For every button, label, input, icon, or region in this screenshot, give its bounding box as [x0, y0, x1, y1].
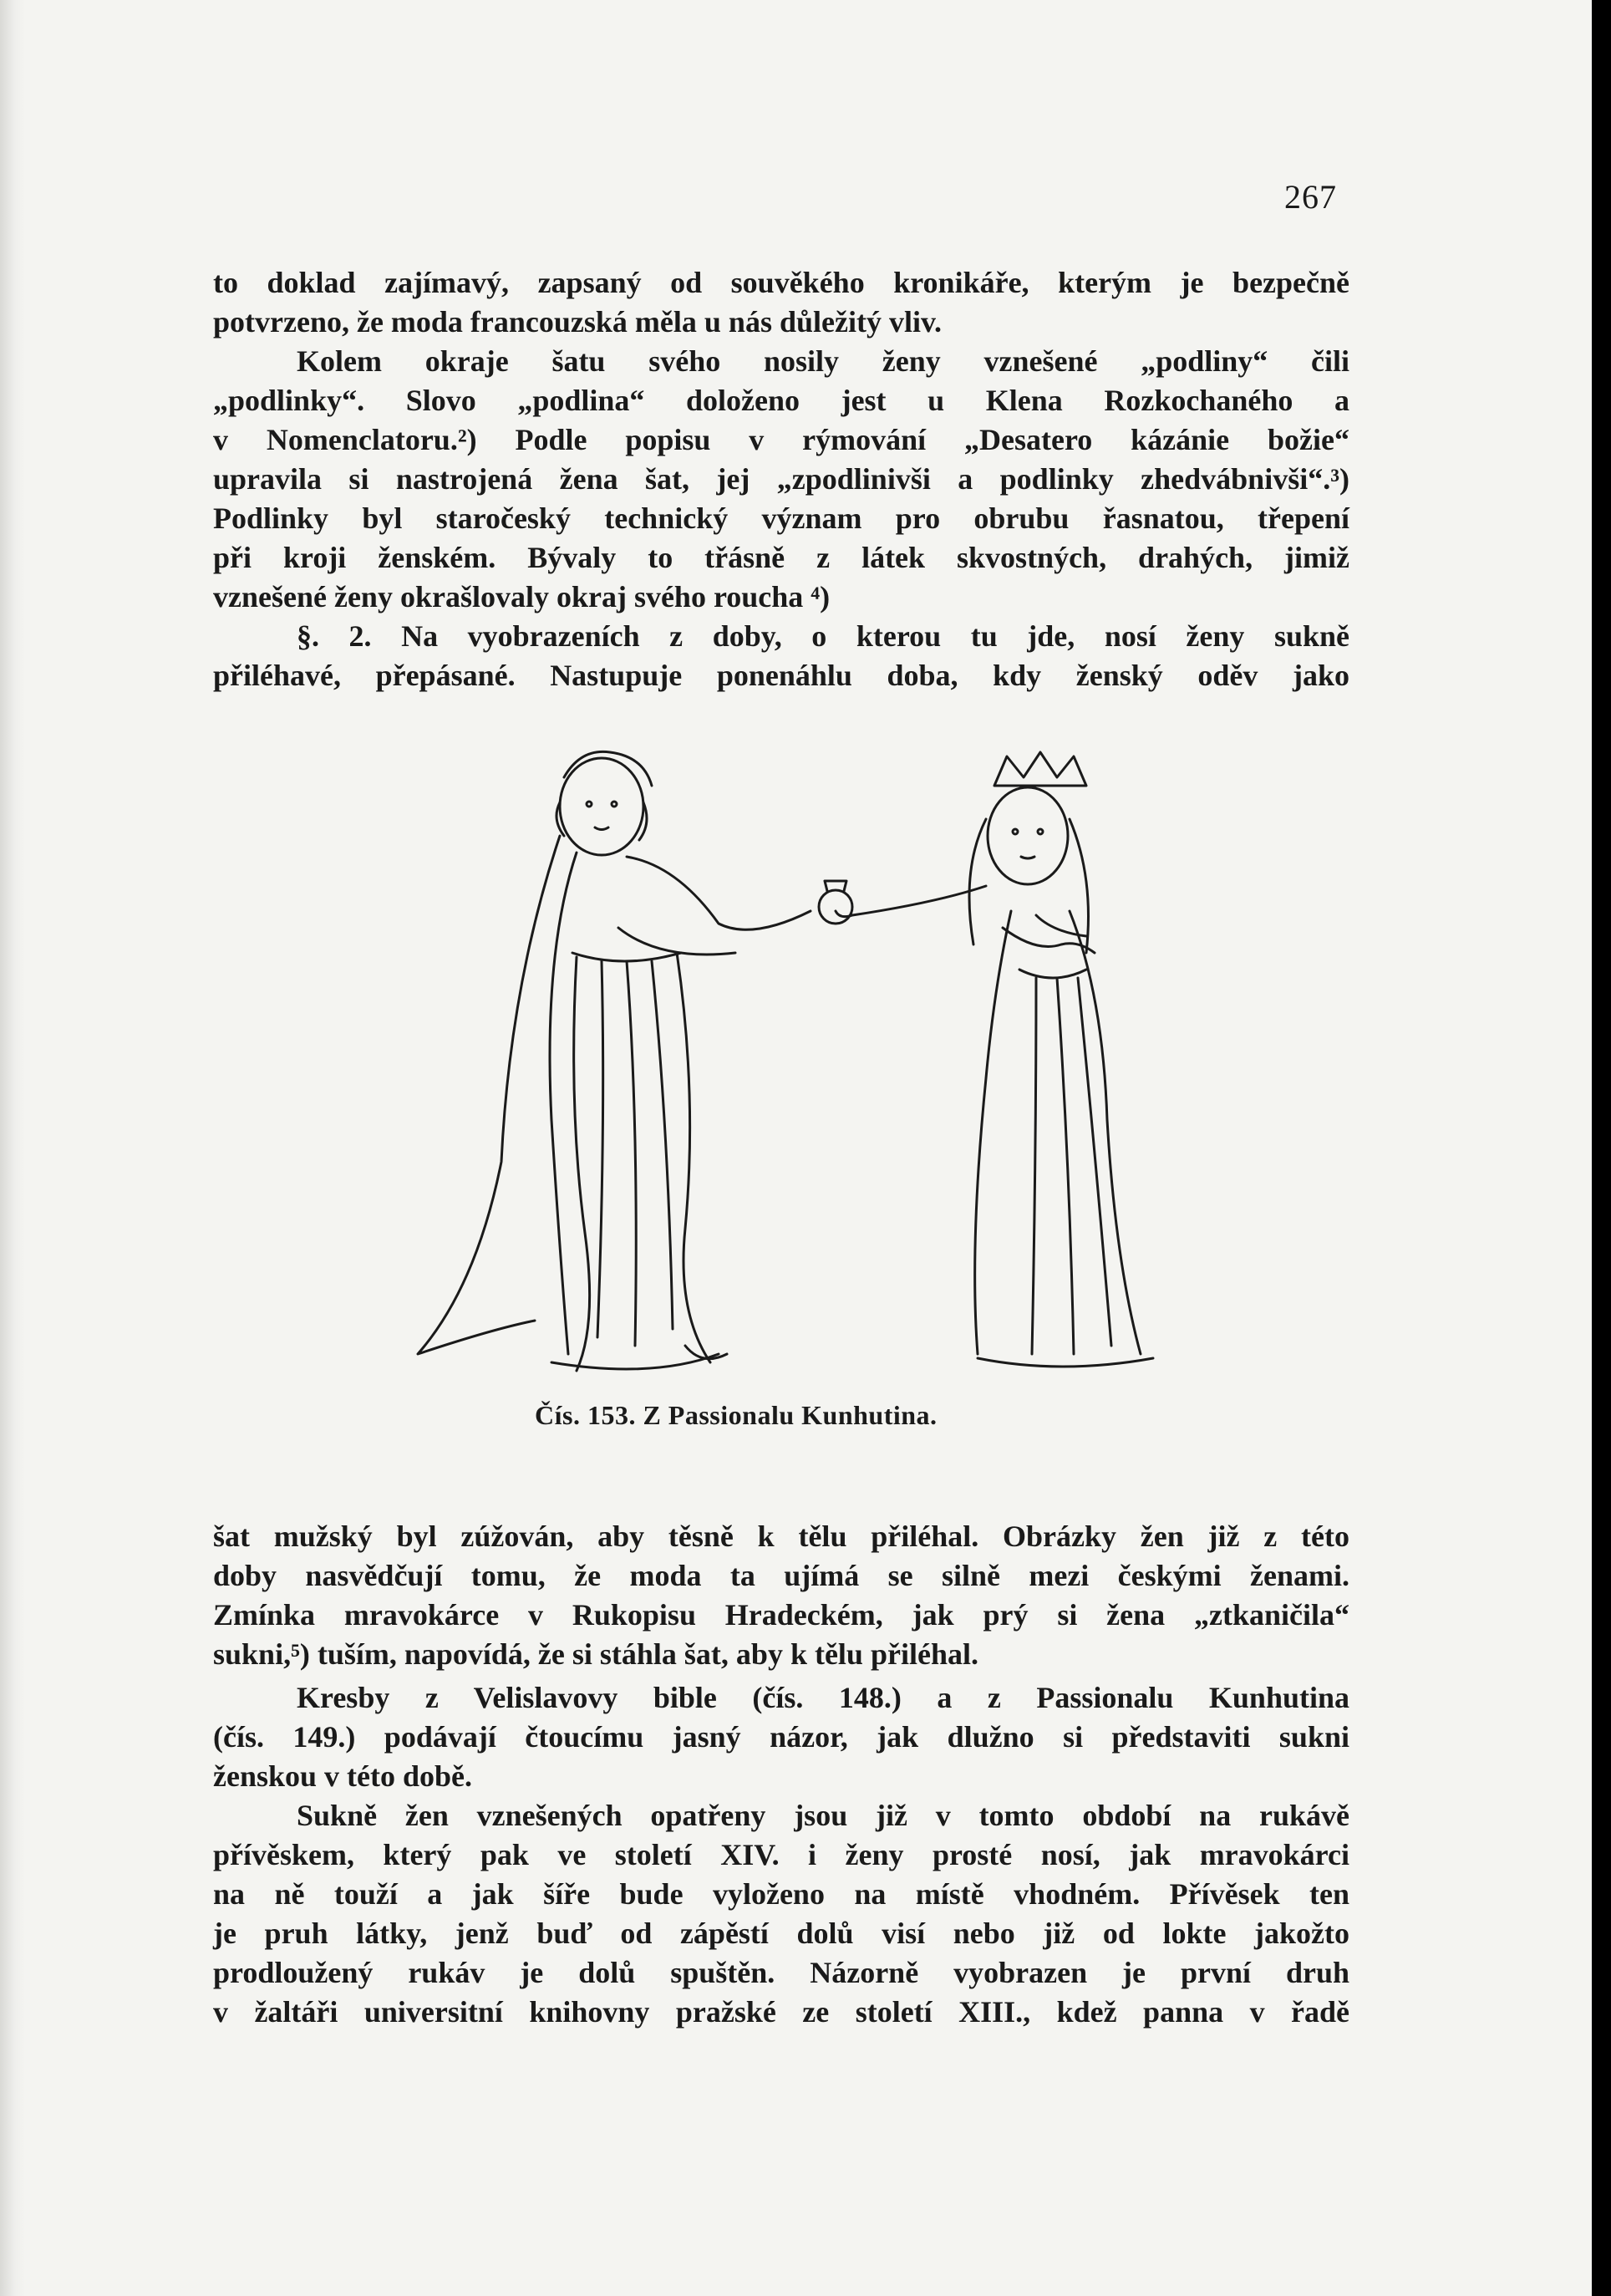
page-number: 267 — [1284, 178, 1337, 216]
two-women-drawing — [351, 744, 1387, 1387]
text-line: to doklad zajímavý, zapsaný od souvěkého kronikáře, kterým je bezpečně — [213, 266, 1349, 299]
figure-illustration — [351, 744, 1387, 1387]
text-line: je pruh látky, jenž buď od zápěstí dolů visí nebo již od lokte jakožto — [213, 1917, 1349, 1950]
text-block-bottom — [213, 1517, 1349, 2032]
text-line: potvrzeno, že moda francouzská měla u nás důležitý vliv. — [213, 305, 942, 339]
text-line: doby nasvědčují tomu, že moda ta ujímá se silně mezi českými ženami. — [213, 1559, 1349, 1592]
text-line: vznešené ženy okrašlovaly okraj svého roucha ⁴) — [213, 580, 831, 613]
text-line: v Nomenclatoru.²) Podle popisu v rýmování „Desatero kázánie božie“ — [213, 423, 1349, 456]
text-line: přívěskem, který pak ve století XIV. i ženy prosté nosí, jak mravokárci — [213, 1838, 1349, 1871]
text-line: „podlinky“. Slovo „podlina“ doloženo jest u Klena Rozkochaného a — [213, 384, 1349, 417]
paragraph — [213, 1796, 1349, 2032]
text-line: Podlinky byl staročeský technický význam pro obrubu řasnatou, třepení — [213, 501, 1349, 535]
text-line: sukni,⁵) tuším, napovídá, že si stáhla šat, aby k tělu přiléhal. — [213, 1637, 978, 1671]
paragraph — [213, 1678, 1349, 1796]
text-line: §. 2. Na vyobrazeních z doby, o kterou tu jde, nosí ženy sukně — [297, 619, 1349, 653]
paragraph — [213, 263, 1349, 342]
paragraph — [213, 342, 1349, 617]
text-line: Sukně žen vznešených opatřeny jsou již v tomto období na rukávě — [297, 1799, 1349, 1832]
text-line: upravila si nastrojená žena šat, jej „zpodlinivši a podlinky zhedvábnivši“.³) — [213, 462, 1349, 496]
text-line: Zmínka mravokárce v Rukopisu Hradeckém, jak prý si žena „ztkaničila“ — [213, 1598, 1349, 1632]
right-woman-figure — [836, 752, 1153, 1367]
text-line: šat mužský byl zúžován, aby těsně k tělu přiléhal. Obrázky žen již z této — [213, 1520, 1349, 1553]
text-line: Kolem okraje šatu svého nosily ženy vznešené „podliny“ čili — [297, 344, 1349, 378]
text-block-top — [213, 263, 1349, 695]
left-woman-figure — [418, 751, 811, 1371]
text-line: prodloužený rukáv je dolů spuštěn. Názorně vyobrazen je první druh — [213, 1956, 1349, 1989]
text-line: (čís. 149.) podávají čtoucímu jasný názor, jak dlužno si představiti sukni — [213, 1720, 1349, 1754]
text-line: Kresby z Velislavovy bible (čís. 148.) a z Passionalu Kunhutina — [297, 1681, 1349, 1714]
page-spine-shadow — [0, 0, 25, 2296]
text-line: ženskou v této době. — [213, 1759, 473, 1793]
text-line: při kroji ženském. Bývaly to třásně z látek skvostných, drahých, jimiž — [213, 541, 1349, 574]
paragraph — [213, 617, 1349, 695]
text-line: přiléhavé, přepásané. Nastupuje ponenáhlu doba, kdy ženský oděv jako — [213, 659, 1349, 692]
figure-caption: Čís. 153. Z Passionalu Kunhutina. — [535, 1400, 938, 1430]
text-line: na ně touží a jak šíře bude vyloženo na místě vhodném. Přívěsek ten — [213, 1877, 1349, 1911]
paragraph — [213, 1517, 1349, 1674]
text-line: v žaltáři universitní knihovny pražské ze století XIII., kdež panna v řadě — [213, 1995, 1349, 2029]
